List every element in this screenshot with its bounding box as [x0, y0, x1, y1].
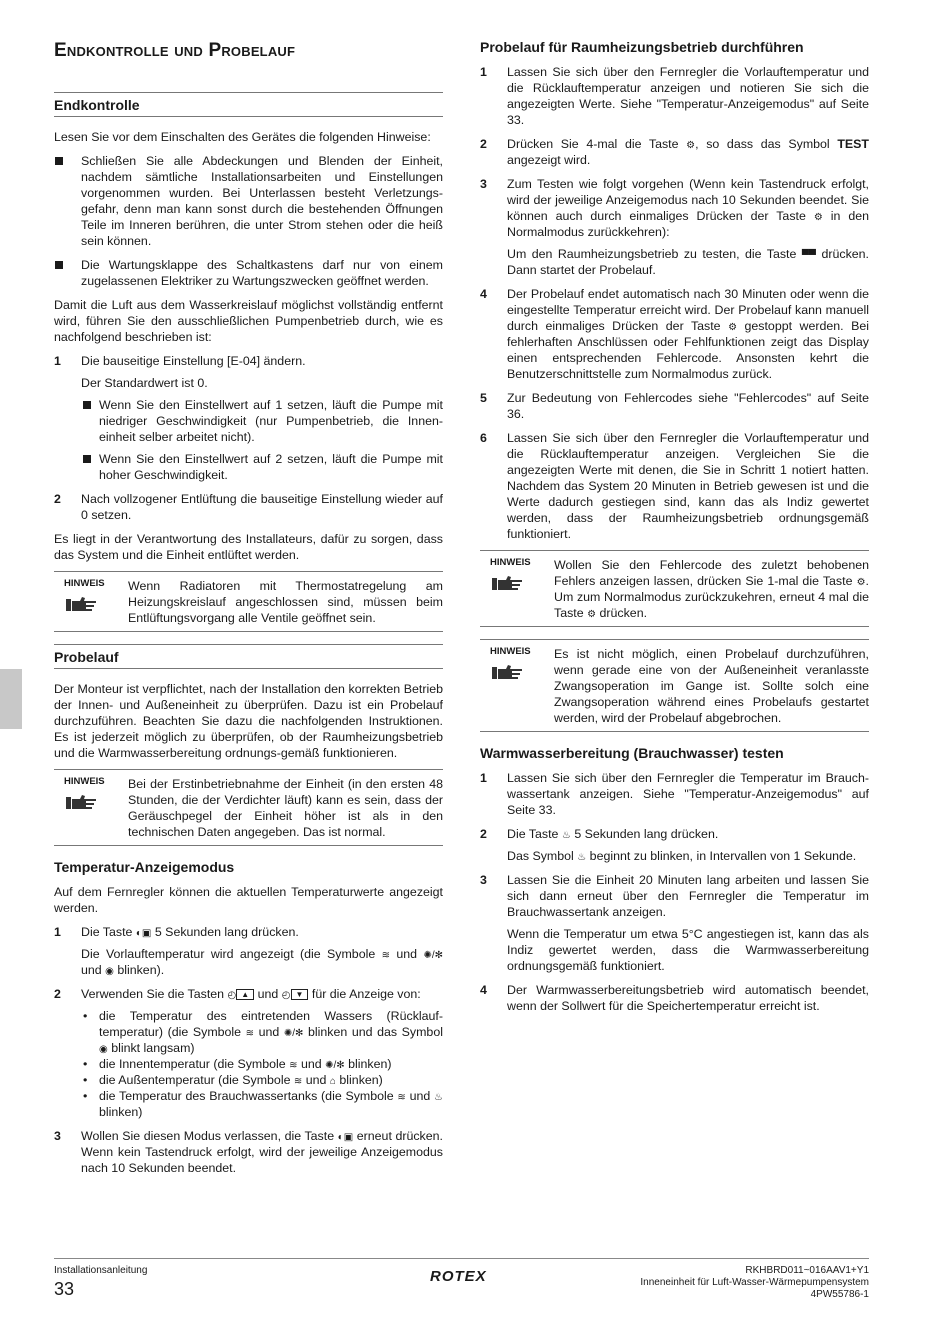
step-item	[480, 982, 869, 1014]
step-text: Zur Bedeutung von Fehlercodes siehe "Fehlercodes" auf Seite 36.	[507, 391, 869, 421]
step-number: 1	[54, 925, 61, 939]
outdoor-icon: ⌂	[329, 1076, 336, 1087]
step-item	[54, 491, 443, 523]
step-number: 5	[480, 391, 487, 405]
note-text: Bei der Erstinbetriebnahme der Einheit (in den ersten 48 Stunden, die der Verdichter läuft) kann es sein, dass der Geräuschpegel der Einheit höher ist als in den technischen Daten angegeben. Das ist normal.	[128, 777, 443, 839]
down-button-icon: ◴	[281, 990, 291, 1001]
step-text: Die Taste ♨ 5 Sekunden lang drücken.	[507, 827, 719, 841]
step-number: 4	[480, 983, 487, 997]
note-text: Wenn Radiatoren mit Thermostatregelung am Heizungskreislauf angeschlossen sind, müssen beim Entlüftungsvorgang alle Ventile geöffnet sein.	[128, 579, 443, 625]
pump-icon: ◉	[99, 1044, 108, 1055]
footer-left	[54, 1265, 147, 1299]
step-text: Zum Testen wie folgt vorgehen (Wenn kein Tastendruck erfolgt, wird der jeweilige Anzeigemodus nach 10 Sekunden beendet. Sie können auch durch einmaliges Drücken der Taste ⚙ in den Normalmodus zurückkehren):	[507, 177, 869, 239]
step-number: 2	[480, 137, 487, 151]
step-item	[54, 1128, 443, 1176]
subsection-heading-raumheizung: Probelauf für Raumheizungsbetrieb durchführen	[480, 39, 804, 55]
right-column	[480, 38, 869, 1022]
step-number: 3	[480, 177, 487, 191]
note-box	[54, 571, 443, 632]
test-button-icon: ⚙	[686, 140, 696, 151]
sub-bullet-item: Wenn Sie den Einstellwert auf 1 setzen, läuft die Pumpe mit niedriger Geschwindigkeit (nur Pumpenbetrieb, die Innen-einheit selber arbeitet nicht).	[81, 397, 443, 445]
step-number: 1	[480, 771, 487, 785]
step-subtext: Das Symbol ♨ beginnt zu blinken, in Intervallen von 1 Sekunde.	[507, 849, 857, 863]
subsection-heading-warmwasser: Warmwasserbereitung (Brauchwasser) testen	[480, 745, 784, 761]
note-label: HINWEIS	[490, 646, 531, 657]
radiator-icon: ≋	[245, 1028, 255, 1039]
test-button-icon: ⚙	[813, 212, 823, 223]
note-box	[54, 769, 443, 846]
section-tab-marker	[0, 669, 22, 729]
note-text: Wollen Sie den Fehlercode des zuletzt behobenen Fehlers anzeigen lassen, drücken Sie 1-mal die Taste ⚙. Um zum Normalmodus zurückzukehren, erneut 4 mal die Taste ⚙ drücken.	[554, 558, 869, 620]
brand-logo: ROTEX	[430, 1268, 487, 1285]
step-number: 2	[54, 987, 61, 1001]
bullet-item: Die Wartungsklappe des Schaltkastens darf nur von einem zugelassenen Elektriker zu Wartungszwecken geöffnet werden.	[54, 257, 443, 289]
page-number: 33	[54, 1279, 75, 1299]
radiator-icon: ≋	[381, 950, 391, 961]
up-button-icon: ◴	[227, 990, 237, 1001]
hot-water-icon: ♨	[434, 1092, 443, 1103]
test-button-icon: ⚙	[587, 609, 597, 620]
step-text: Lassen Sie sich über den Fernregler die Vorlauftemperatur und die Rücklauftemperatur anzeigen und notieren Sie sich die angezeigten Werte. Siehe "Temperatur-Anzeigemodus" auf Seite 33.	[507, 65, 869, 127]
step-text: Die bauseitige Einstellung [E-04] ändern.	[81, 354, 306, 368]
sun-snowflake-icon: ✺/✻	[423, 950, 443, 961]
document-type: Installationsanleitung	[54, 1265, 148, 1276]
step-subtext: Die Vorlauftemperatur wird angezeigt (die Symbole ≋ und ✺/✻ und ◉ blinken).	[81, 947, 443, 977]
step-item	[54, 353, 443, 483]
step-number: 1	[54, 354, 61, 368]
endkontrolle-intro: Lesen Sie vor dem Einschalten des Gerätes die folgenden Hinweise:	[54, 130, 431, 144]
step-text: Die Taste ◐▣ 5 Sekunden lang drücken.	[81, 925, 299, 939]
step-text: Nach vollzogener Entlüftung die bauseitige Einstellung wieder auf 0 setzen.	[81, 492, 443, 522]
radiator-icon: ≋	[397, 1092, 406, 1103]
left-column	[54, 38, 443, 1184]
endkontrolle-paragraph: Es liegt in der Verantwortung des Installateurs, dafür zu sorgen, dass das System und die Einheit entlüftet werden.	[54, 532, 443, 562]
step-subtext: Der Standardwert ist 0.	[81, 376, 208, 390]
probelauf-paragraph: Der Monteur ist verpflichtet, nach der Installation den korrekten Betrieb der Innen- und Außeneinheit zu überprüfen. Dazu ist ein Probelauf durchzuführen. Beachten Sie dazu die nachfolgenden Instruktionen. Es ist jederzeit möglich zu überprüfen, ob der Raumheizungsbetrieb und die Warmwasserbereitung ordnungs-gemäß funktionieren.	[54, 682, 443, 760]
note-label: HINWEIS	[490, 557, 531, 568]
display-options-list	[81, 1008, 443, 1120]
step-text: Drücken Sie 4-mal die Taste ⚙, so dass das Symbol TEST angezeigt wird.	[507, 137, 869, 167]
pointing-hand-icon	[66, 793, 100, 811]
step-number: 2	[480, 827, 487, 841]
sun-snowflake-icon: ✺/✻	[283, 1028, 304, 1039]
step-item	[480, 770, 869, 818]
pump-icon: ◉	[105, 966, 114, 977]
step-number: 6	[480, 431, 487, 445]
list-item: • die Temperatur des eintretenden Wassers (Rücklauf-temperatur) (die Symbole ≋ und ✺/✻ blinken und das Symbol ◉ blinkt langsam)	[81, 1008, 443, 1056]
document-number: 4PW55786-1	[810, 1289, 869, 1300]
thermometer-display-button-icon: ◐▣	[135, 928, 152, 939]
test-button-icon: ⚙	[856, 577, 866, 588]
page-title: Endkontrolle und Probelauf	[54, 40, 296, 61]
endkontrolle-paragraph: Damit die Luft aus dem Wasserkreislauf möglichst vollständig entfernt wird, führen Sie den ausschließlichen Pumpenbetrieb durch, wie es nachfolgend beschrieben ist:	[54, 298, 443, 344]
step-text: Wollen Sie diesen Modus verlassen, die Taste ◐▣ erneut drücken. Wenn kein Tastendruck erfolgt, wird der jeweilige Anzeigemodus nach 10 Sekunden beendet.	[81, 1129, 443, 1175]
step-text: Verwenden Sie die Tasten ◴ ▲ und ◴ ▼ für die Anzeige von:	[81, 987, 421, 1001]
subsection-heading-temperatur: Temperatur-Anzeigemodus	[54, 859, 235, 875]
section-heading-probelauf: Probelauf	[54, 644, 443, 669]
sun-snowflake-icon: ✺/✻	[325, 1060, 345, 1071]
note-label: HINWEIS	[64, 578, 105, 589]
list-item: • die Innentemperatur (die Symbole ≋ und ✺/✻ blinken)	[81, 1056, 443, 1072]
thermometer-display-button-icon: ◐▣	[337, 1132, 354, 1143]
sub-bullet-item: Wenn Sie den Einstellwert auf 2 setzen, läuft die Pumpe mit hoher Geschwindigkeit.	[81, 451, 443, 483]
step-text: Lassen Sie die Einheit 20 Minuten lang arbeiten und lassen Sie sich dann erneut über den Fernregler die Temperatur im Brauchwassertank anzeigen.	[507, 873, 869, 919]
bullet-item: Schließen Sie alle Abdeckungen und Blenden der Einheit, nachdem sämtliche Installationsarbeiten und Einstellungen vorgenommen wurden. Bei Unterlassen besteht Verletzungs-gefahr, denn man kann sonst durch die bestehenden Öffnungen Teile im Inneren berühren, die unter Strom stehen oder die heiß sein können.	[54, 153, 443, 249]
step-number: 3	[54, 1129, 61, 1143]
step-item	[480, 826, 869, 864]
up-arrow-icon: ▲	[236, 989, 254, 1000]
step-text: Der Probelauf endet automatisch nach 30 Minuten oder wenn die eingestellte Temperatur erreicht wird. Der Probelauf kann manuell durch einmaliges Drücken der Taste ⚙ gestoppt werden. Bei fehlerhaften Anschlüssen oder Fehlfunktionen zeigt das Display einen entsprechenden Fehlercode. Ansonsten kehrt die Benutzerschnittstelle zum Normalmodus zurück.	[507, 287, 869, 381]
step-item	[480, 872, 869, 974]
step-item	[480, 430, 869, 542]
radiator-icon: ≋	[293, 1076, 303, 1087]
step-item	[480, 390, 869, 422]
step-number: 4	[480, 287, 487, 301]
test-button-icon: ⚙	[728, 322, 738, 333]
step-number: 3	[480, 873, 487, 887]
note-text: Es ist nicht möglich, einen Probelauf durchzuführen, wenn gerade eine von der Außeneinheit veranlasste Zwangsoperation im Gange ist. Sollte solch eine Zwangsoperation während eines Probelaufs gestartet werden, wird der Probelauf abgebrochen.	[554, 647, 869, 725]
step-item	[480, 136, 869, 168]
step-text: Der Warmwasserbereitungsbetrieb wird automatisch beendet, wenn der Sollwert für die Speichertemperatur erreicht ist.	[507, 983, 869, 1013]
radiator-icon: ≋	[289, 1060, 298, 1071]
step-item	[480, 64, 869, 128]
pointing-hand-icon	[492, 574, 526, 592]
down-arrow-icon: ▼	[291, 989, 309, 1000]
list-item: • die Temperatur des Brauchwassertanks (die Symbole ≋ und ♨ blinken)	[81, 1088, 443, 1120]
footer-right	[640, 1265, 869, 1301]
step-text: Lassen Sie sich über den Fernregler die Temperatur im Brauch-wassertank anzeigen. Siehe "Temperatur-Anzeigemodus" auf Seite 33.	[507, 771, 869, 817]
step-number: 2	[54, 492, 61, 506]
pointing-hand-icon	[66, 595, 100, 613]
test-symbol: TEST	[837, 137, 869, 151]
pointing-hand-icon	[492, 663, 526, 681]
page-footer	[54, 1258, 869, 1300]
step-subtext: Wenn die Temperatur um etwa 5°C angestiegen ist, kann das als Indiz gewertet werden, dass die Warmwasserbereitung ordnungsgemäß funktioniert.	[507, 927, 869, 973]
step-number: 1	[480, 65, 487, 79]
section-heading-endkontrolle: Endkontrolle	[54, 92, 443, 117]
note-label: HINWEIS	[64, 776, 105, 787]
step-text: Lassen Sie sich über den Fernregler die Vorlauftemperatur und die Rücklauftemperatur anzeigen. Vergleichen Sie die angezeigten Werte mit denen, die Sie in Schritt 1 notiert hatten. Nachdem das System 20 Minuten in Betrieb gewesen ist und die Werte dadurch gestiegen sind, kann das als Indiz gewertet werden, dass der Raumheizungsbetrieb ordnungsgemäß funktioniert.	[507, 431, 869, 541]
step-item	[54, 986, 443, 1120]
step-item	[480, 286, 869, 382]
model-number: RKHBRD011~016AAV1+Y1	[745, 1265, 869, 1276]
note-box	[480, 550, 869, 627]
product-description: Inneneinheit für Luft-Wasser-Wärmepumpensystem	[640, 1277, 869, 1288]
note-box	[480, 639, 869, 732]
hot-water-icon: ♨	[577, 852, 587, 863]
step-item	[480, 176, 869, 278]
step-subtext: Um den Raumheizungsbetrieb zu testen, die Taste ▀▀ drücken. Dann startet der Probelauf.	[507, 247, 869, 277]
list-item: • die Außentemperatur (die Symbole ≋ und ⌂ blinken)	[81, 1072, 443, 1088]
hot-water-icon: ♨	[561, 830, 571, 841]
step-item	[54, 924, 443, 978]
test-run-button-icon: ▀▀	[801, 250, 817, 261]
temp-intro: Auf dem Fernregler können die aktuellen Temperaturwerte angezeigt werden.	[54, 885, 443, 915]
